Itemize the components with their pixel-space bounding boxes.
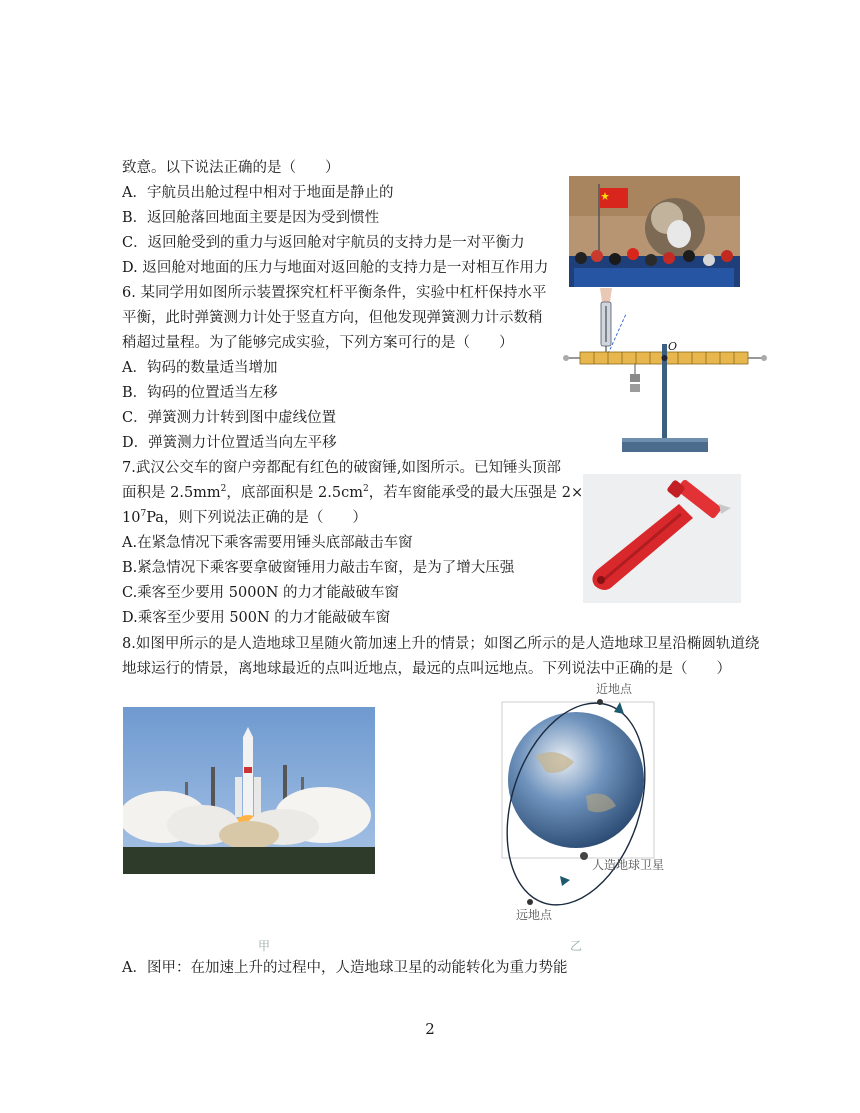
capsule-landing-photo [569, 176, 740, 287]
q7-option-c: C.乘客至少要用 5000N 的力才能敲破车窗 [122, 585, 399, 601]
q7-line-3-part-b: Pa，则下列说法正确的是（ ） [146, 510, 367, 526]
q6-option-a: A．钩码的数量适当增加 [122, 360, 278, 376]
emergency-hammer-photo [583, 474, 741, 603]
figure-yi-caption: 乙 [570, 939, 583, 953]
rocket-launch-photo [123, 707, 375, 874]
page-number: 2 [425, 1020, 435, 1038]
q8-line-1: 8.如图甲所示的是人造地球卫星随火箭加速上升的情景；如图乙所示的是人造地球卫星沿椭圆轨道绕 [122, 636, 760, 652]
q7-option-a: A.在紧急情况下乘客需要用锤头底部敲击车窗 [122, 535, 413, 551]
q6-line-3: 稍超过量程。为了能够完成实验，下列方案可行的是（ ） [122, 335, 514, 351]
perigee-label: 近地点 [596, 682, 633, 696]
q7-line-2-part-a: 面积是 2.5mm [122, 485, 221, 501]
q7-line-3 [122, 508, 367, 528]
q6-option-b: B．钩码的位置适当左移 [122, 385, 278, 401]
q7-line-3-part-a: 10 [122, 510, 141, 526]
q7-line-2-part-b: ，底部面积是 2.5cm [226, 485, 363, 501]
apogee-label: 远地点 [516, 908, 553, 922]
q7-line-3-sup: 7 [140, 509, 147, 520]
q5-option-b: B．返回舱落回地面主要是因为受到惯性 [122, 210, 380, 226]
q6-line-1: 6. 某同学用如图所示装置探究杠杆平衡条件，实验中杠杆保持水平 [122, 285, 547, 301]
q7-option-b: B.紧急情况下乘客要拿破窗锤用力敲击车窗，是为了增大压强 [122, 560, 515, 576]
figure-jia-caption: 甲 [258, 939, 271, 953]
q7-line-2-sup-2: 2 [362, 484, 369, 495]
q5-lead: 致意。以下说法正确的是（ ） [122, 160, 340, 176]
q8-line-2: 地球运行的情景，离地球最近的点叫近地点，最远的点叫远地点。下列说法中正确的是（ ） [122, 661, 731, 677]
q6-option-c: C．弹簧测力计转到图中虚线位置 [122, 410, 337, 426]
satellite-label: 人造地球卫星 [592, 858, 665, 872]
q6-line-2: 平衡，此时弹簧测力计处于竖直方向，但他发现弹簧测力计示数稍 [122, 310, 543, 326]
pivot-label: O [668, 340, 678, 353]
lever-diagram [560, 288, 770, 458]
q7-line-2-part-c: ，若车窗能承受的最大压强是 2× [368, 485, 584, 501]
q7-line-2 [122, 483, 583, 503]
q5-option-d: D. 返回舱对地面的压力与地面对返回舱的支持力是一对相互作用力 [122, 260, 549, 276]
q5-option-c: C．返回舱受到的重力与返回舱对宇航员的支持力是一对平衡力 [122, 235, 525, 251]
q8-option-a: A．图甲：在加速上升的过程中，人造地球卫星的动能转化为重力势能 [122, 960, 568, 976]
q7-line-2-sup-1: 2 [220, 484, 227, 495]
q7-option-d: D.乘客至少要用 500N 的力才能敲破车窗 [122, 610, 391, 626]
q5-option-a: A．宇航员出舱过程中相对于地面是静止的 [122, 185, 394, 201]
q7-line-1: 7.武汉公交车的窗户旁都配有红色的破窗锤,如图所示。已知锤头顶部 [122, 460, 561, 476]
q6-option-d: D．弹簧测力计位置适当向左平移 [122, 435, 337, 451]
satellite-orbit-diagram [496, 676, 681, 926]
